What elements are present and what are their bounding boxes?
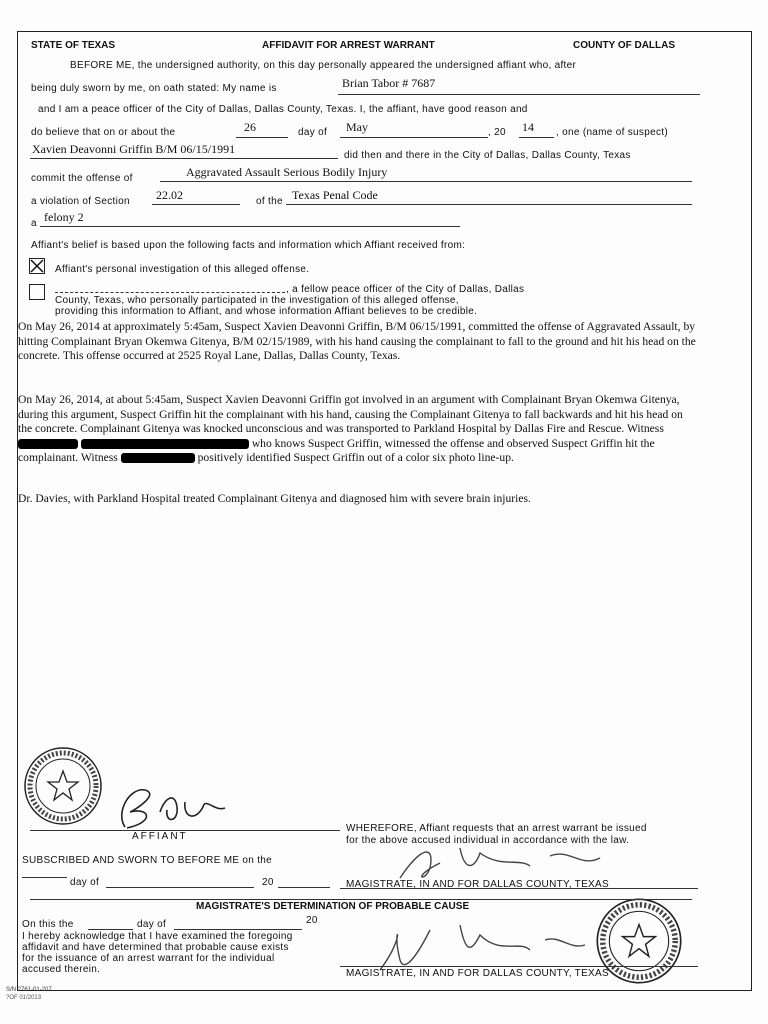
narrative-paragraph-3: Dr. Davies, with Parkland Hospital treated Complainant Gitenya and diagnosed him with severe brain injuries. xyxy=(18,492,531,505)
degree-line xyxy=(40,226,460,227)
offense-day: 26 xyxy=(244,120,256,134)
wherefore-line2: for the above accused individual in accordance with the law. xyxy=(346,835,630,846)
offense-name: Aggravated Assault Serious Bodily Injury xyxy=(186,165,388,179)
code-name: Texas Penal Code xyxy=(292,188,378,202)
sworn-line: being duly sworn by me, on oath stated: My name is xyxy=(31,83,277,94)
check-x-icon xyxy=(30,259,44,273)
determination-day-of: day of xyxy=(137,919,167,930)
wherefore-line1: WHEREFORE, Affiant requests that an arrest warrant be issued xyxy=(346,823,647,834)
section-divider xyxy=(30,899,692,900)
subscribed-day-line xyxy=(22,877,67,878)
offense-month: May xyxy=(346,120,368,134)
offense-prefix: commit the offense of xyxy=(31,173,133,184)
subscribed-day-of: day of xyxy=(70,877,100,888)
section-prefix: a violation of Section xyxy=(31,196,130,207)
day-of-label: day of xyxy=(298,127,328,138)
suspect-suffix: did then and there in the City of Dallas, Dallas County, Texas xyxy=(344,150,631,161)
belief-line: Affiant's belief is based upon the following facts and information which Affiant received from: xyxy=(31,240,466,251)
suspect-name: Xavien Deavonni Griffin B/M 06/15/1991 xyxy=(32,142,236,156)
section-number: 22.02 xyxy=(156,188,183,202)
date-line-prefix: do believe that on or about the xyxy=(31,127,176,138)
subscribed-line: SUBSCRIBED AND SWORN TO BEFORE ME on the xyxy=(22,855,273,866)
affiant-label: AFFIANT xyxy=(132,831,188,842)
section-line xyxy=(152,204,240,205)
personal-investigation-label: Affiant's personal investigation of this alleged offense. xyxy=(55,264,310,275)
determination-title: MAGISTRATE'S DETERMINATION OF PROBABLE CAUSE xyxy=(196,901,470,912)
fellow-officer-name-line xyxy=(55,292,285,293)
determination-day-line xyxy=(88,929,133,930)
acknowledge-line2: affidavit and have determined that probable cause exists xyxy=(22,942,289,953)
fellow-officer-line3: providing this information to Affiant, and whose information Affiant believes to be credible. xyxy=(55,306,478,317)
narrative-p2-part2: who knows Suspect Griffin, witnessed the offense and observed Suspect Griffin hit the complainant. Witness xyxy=(18,436,655,464)
state-label: STATE OF TEXAS xyxy=(31,40,116,51)
subscribed-year: 20 xyxy=(262,877,274,888)
officer-line: and I am a peace officer of the City of Dallas, Dallas County, Texas. I, the affiant, have good reason and xyxy=(38,104,528,115)
intro-line: BEFORE ME, the undersigned authority, on this day personally appeared the undersigned affiant who, after xyxy=(70,60,577,71)
magistrate-signature-line-2 xyxy=(340,966,698,967)
county-label: COUNTY OF DALLAS xyxy=(573,40,676,51)
fellow-officer-line2: County, Texas, who personally participated in the investigation of this alleged offense, xyxy=(55,295,459,306)
magistrate-label-2: MAGISTRATE, IN AND FOR DALLAS COUNTY, TEXAS xyxy=(346,968,609,979)
affiant-name: Brian Tabor # 7687 xyxy=(342,76,436,90)
fellow-officer-checkbox[interactable] xyxy=(29,284,45,300)
year-prefix: , 20 xyxy=(488,127,506,138)
acknowledge-line3: for the issuance of an arrest warrant for the individual xyxy=(22,953,275,964)
redaction-box xyxy=(121,453,195,463)
on-this-label: On this the xyxy=(22,919,74,930)
determination-year: 20 xyxy=(306,915,318,926)
narrative-paragraph-1: On May 26, 2014 at approximately 5:45am, Suspect Xavien Deavonni Griffin, B/M 06/15/1991, committed the offense of Aggravated Assault, by hitting Complainant Bryan Okemwa Gitenya, B/M 02/15/1989, with his hand causing the complainant to fall to the ground and hit his head on the concrete. This offense occurred at 2525 Royal Lane, Dallas, Dallas County, Texas. xyxy=(18,320,696,362)
affiant-signature xyxy=(105,782,245,837)
code-line xyxy=(286,204,692,205)
day-line xyxy=(236,137,288,138)
narrative-p2-part3: positively identified Suspect Griffin out of a color six photo line-up. xyxy=(197,451,514,464)
magistrate-label-1: MAGISTRATE, IN AND FOR DALLAS COUNTY, TEXAS xyxy=(346,879,609,890)
degree-prefix: a xyxy=(31,218,37,229)
offense-year: 14 xyxy=(522,120,534,134)
degree-value: felony 2 xyxy=(44,210,84,224)
suspect-label: , one (name of suspect) xyxy=(556,127,668,138)
form-number: S/N 2761-01-207 xyxy=(6,987,52,993)
form-title: AFFIDAVIT FOR ARREST WARRANT xyxy=(262,40,435,51)
month-line xyxy=(340,137,488,138)
personal-investigation-checkbox[interactable] xyxy=(29,258,45,274)
suspect-line xyxy=(30,158,338,159)
redaction-box xyxy=(81,439,249,449)
court-seal-icon xyxy=(22,745,104,827)
form-revision: ?OF 01/2013 xyxy=(6,995,42,1001)
subscribed-month-line xyxy=(106,887,254,888)
of-the-label: of the xyxy=(256,196,283,207)
acknowledge-line4: accused therein. xyxy=(22,964,101,975)
year-line xyxy=(519,137,554,138)
offense-line xyxy=(160,181,692,182)
affiant-name-line xyxy=(338,94,700,95)
determination-month-line xyxy=(174,929,302,930)
narrative-p2-part1: On May 26, 2014, at about 5:45am, Suspect Xavien Deavonni Griffin got involved in an argument with Complainant Bryan Okemwa Gitenya, during this argument, Suspect Griffin hit the complainant with his hand, causing the Complainant Gitenya to fall backwards and hit his head on the concrete. Complainant Gitenya was knocked unconscious and was transported to Parkland Hospital by Dallas Fire and Rescue. Witness xyxy=(18,393,683,435)
narrative-paragraph-2 xyxy=(18,393,698,466)
redaction-box xyxy=(18,439,78,449)
subscribed-year-line xyxy=(278,887,330,888)
acknowledge-line1: I hereby acknowledge that I have examined the foregoing xyxy=(22,931,293,942)
fellow-officer-line1: , a fellow peace officer of the City of Dallas, Dallas xyxy=(286,284,525,295)
